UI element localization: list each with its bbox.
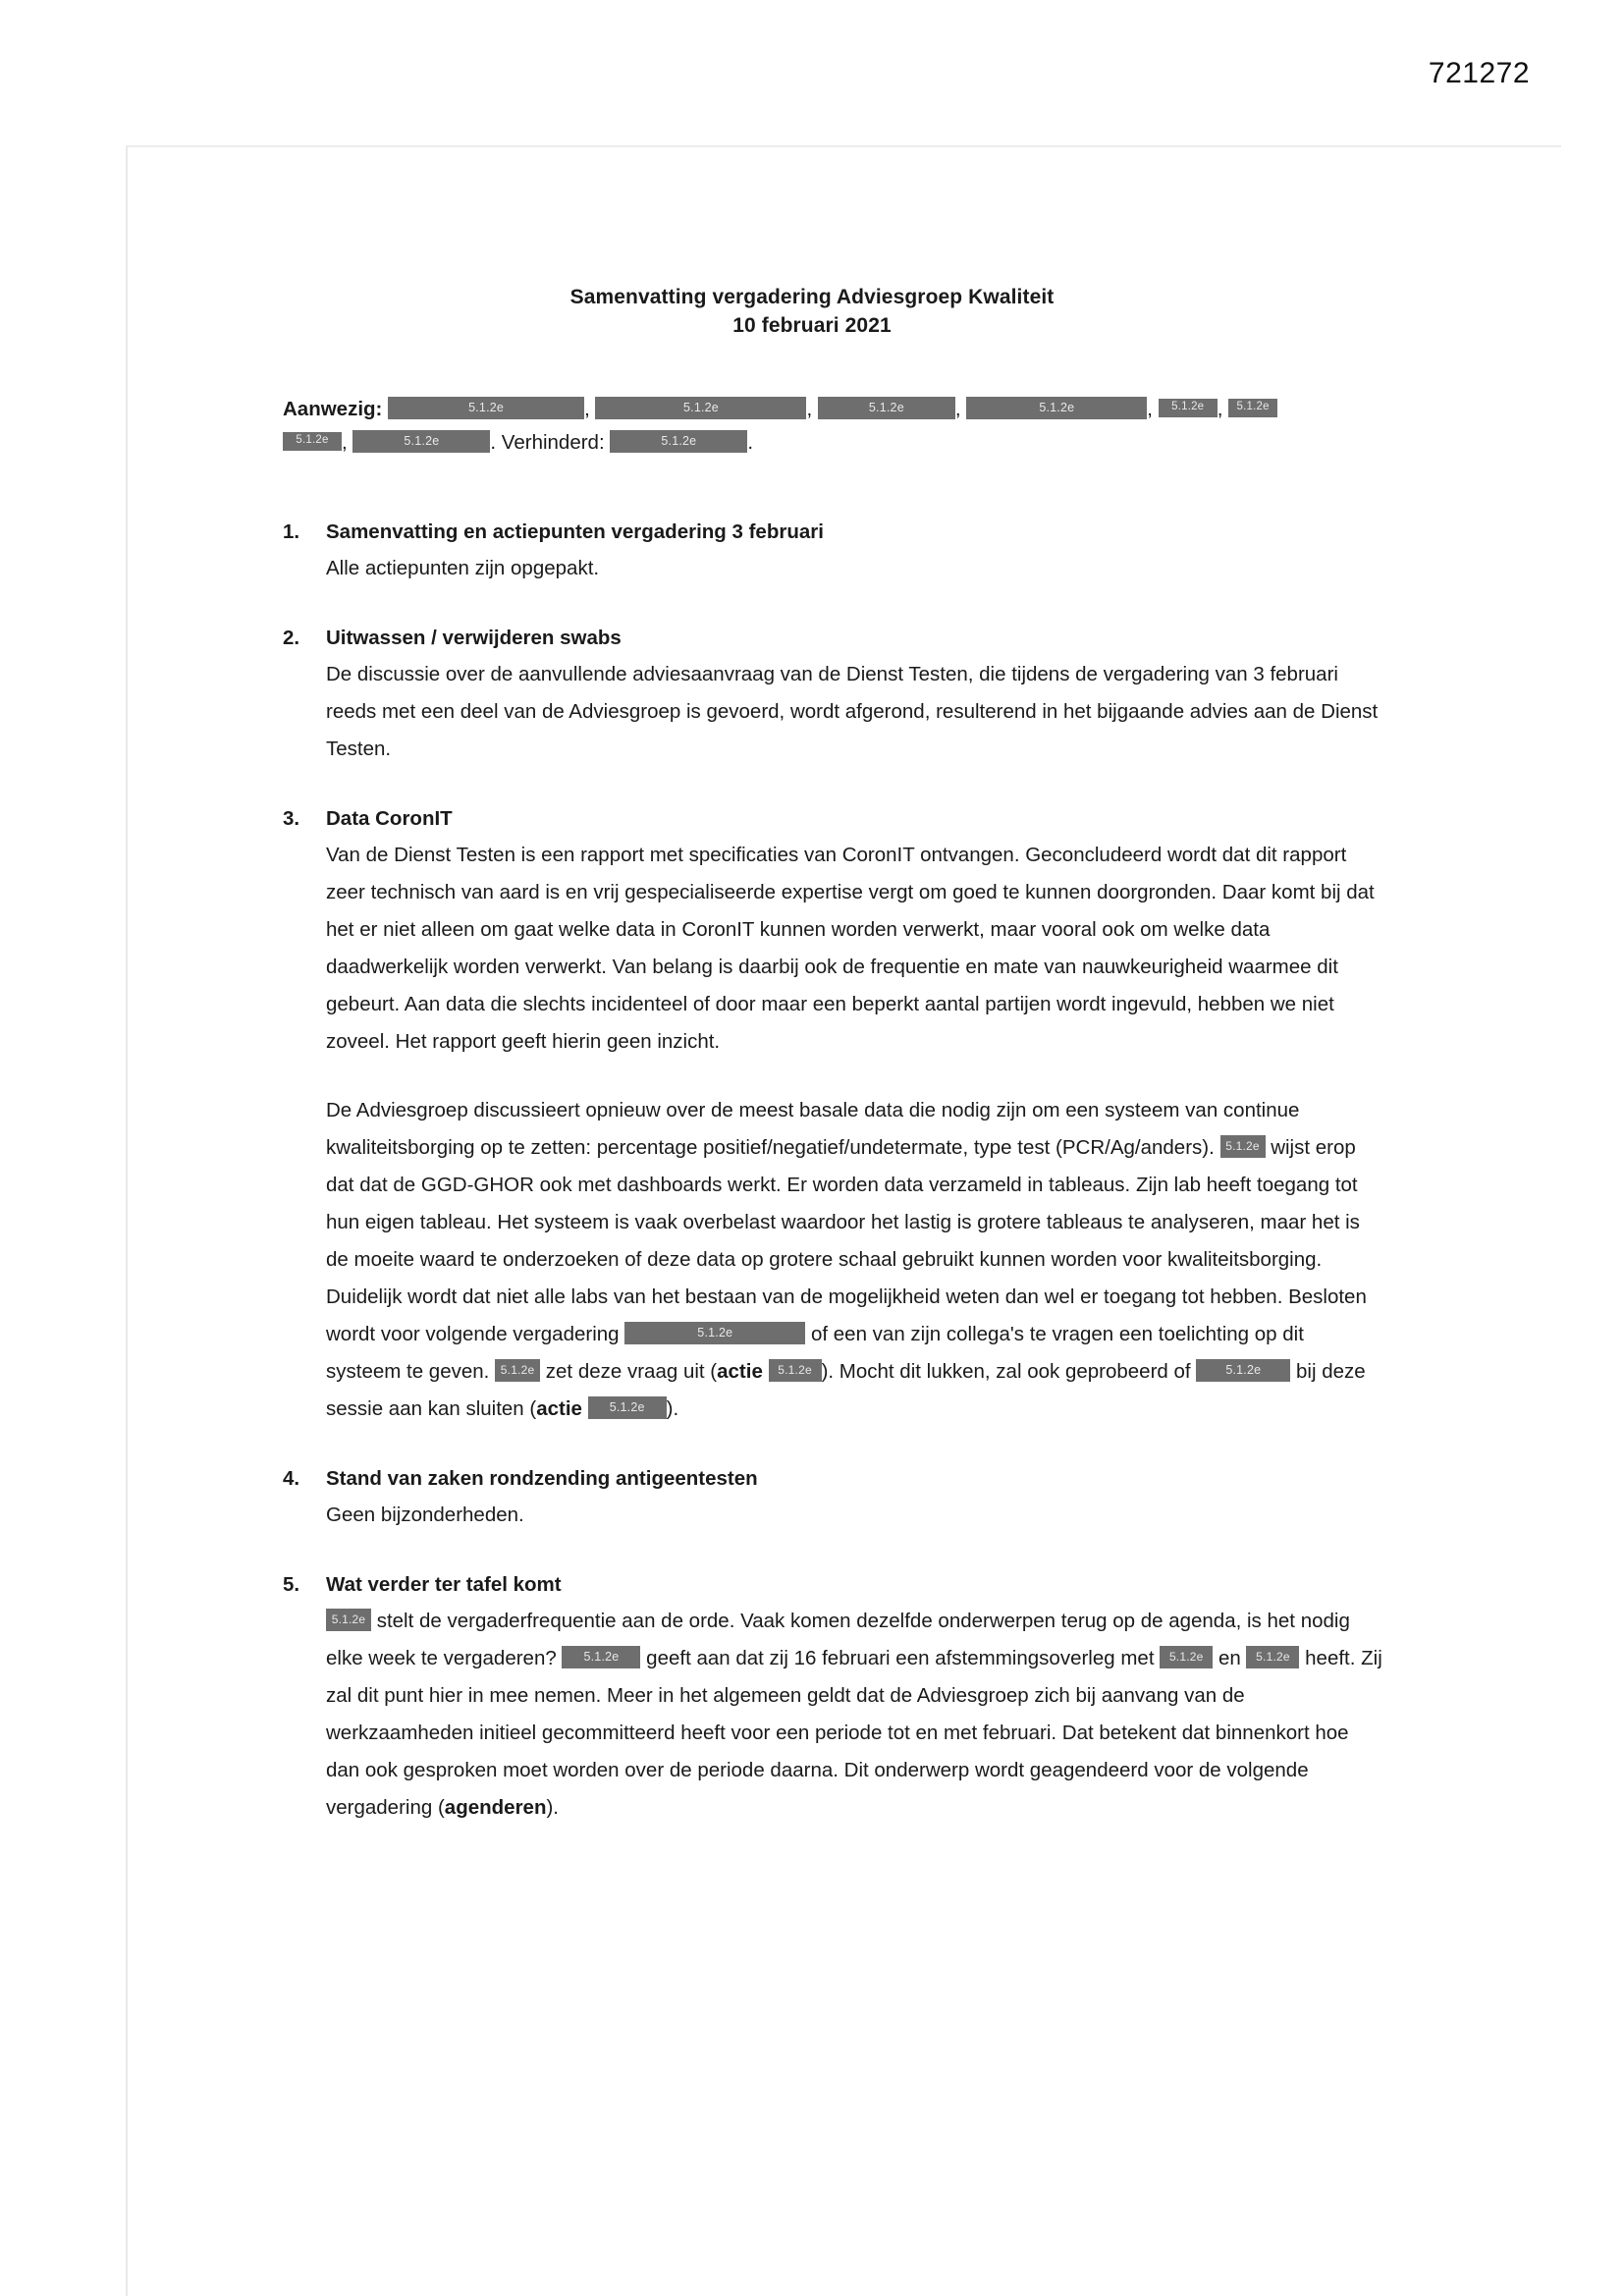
- section-number: 4.: [283, 1467, 300, 1490]
- attendance-absent-label: . Verhinderd:: [490, 431, 605, 454]
- para-text: ). Mocht dit lukken, zal ook geprobeerd of: [821, 1360, 1191, 1383]
- title-line-1: Samenvatting vergadering Adviesgroep Kwaliteit: [569, 286, 1055, 308]
- para-text: bij deze sessie aan kan sluiten (: [326, 1360, 1366, 1420]
- redaction-chip: 5.1.2e: [1220, 1135, 1266, 1158]
- para-text: ).: [546, 1796, 559, 1819]
- separator-comma: ,: [1147, 398, 1153, 420]
- redaction-chip: 5.1.2e: [818, 397, 955, 420]
- redaction-chip: 5.1.2e: [352, 430, 490, 454]
- redaction-chip: 5.1.2e: [966, 397, 1147, 420]
- redaction-chip: 5.1.2e: [624, 1322, 805, 1345]
- section-body: De discussie over de aanvullende adviesaanvraag van de Dienst Testen, die tijdens de vergadering van 3 februari reeds met een deel van de Adviesgroep is gevoerd, wordt afgerond, resulterend in het bijgaande advies aan de Dienst Testen.: [326, 663, 1379, 760]
- section-number: 1.: [283, 520, 300, 543]
- section-2: [283, 621, 1382, 768]
- redaction-chip: 5.1.2e: [1246, 1646, 1299, 1668]
- section-heading: Samenvatting en actiepunten vergadering 3 februari: [326, 520, 824, 543]
- section-number: 5.: [283, 1573, 300, 1596]
- scan-edge-top: [126, 145, 1561, 147]
- para-text: wijst erop dat dat de GGD-GHOR ook met dashboards werkt. Er worden data verzameld in tableaus. Zijn lab heeft toegang tot hun eigen tableau. Het systeem is vaak overbelast waardoor het lastig is grotere tableaus te analyseren, maar het is de moeite waard te onderzoeken of deze data op grotere schaal gebruikt kunnen worden voor kwaliteitsborging. Duidelijk wordt dat niet alle labs van het bestaan van de mogelijkheid weten dan wel er toegang tot hebben. Besloten wordt voor volgende vergadering: [326, 1136, 1367, 1345]
- redaction-chip: 5.1.2e: [388, 397, 584, 420]
- redaction-chip: 5.1.2e: [326, 1609, 371, 1631]
- actie-label: actie: [536, 1397, 582, 1420]
- section-3: [283, 801, 1382, 1428]
- section-5: [283, 1567, 1382, 1827]
- redaction-chip: 5.1.2e: [588, 1396, 667, 1420]
- section-heading: Wat verder ter tafel komt: [326, 1573, 562, 1596]
- attendance-present-label: Aanwezig:: [283, 398, 383, 420]
- para-text: heeft. Zij zal dit punt hier in mee nemen. Meer in het algemeen geldt dat de Adviesgroep zich bij aanvang van de werkzaamheden initieel gecommitteerd heeft voor een periode tot en met februari. Dat betekent dat binnenkort hoe dan ook gesproken moet worden over de periode daarna. Dit onderwerp wordt geagendeerd voor de volgende vergadering (: [326, 1647, 1382, 1819]
- actie-label: actie: [717, 1360, 763, 1383]
- redaction-chip: 5.1.2e: [1228, 399, 1277, 417]
- page-number: 721272: [1428, 57, 1530, 89]
- section-heading: Uitwassen / verwijderen swabs: [326, 627, 622, 649]
- document-title: [0, 283, 1624, 340]
- section-body: Alle actiepunten zijn opgepakt.: [326, 557, 600, 579]
- section-paragraph-1: [326, 1603, 1382, 1827]
- para-text: zet deze vraag uit (: [545, 1360, 718, 1383]
- para-text: en: [1218, 1647, 1241, 1669]
- document-content: [283, 393, 1382, 1827]
- redaction-chip: 5.1.2e: [1196, 1359, 1290, 1383]
- section-paragraph-2: [326, 1092, 1382, 1428]
- separator-comma: ,: [584, 398, 590, 420]
- separator-period: .: [747, 431, 754, 454]
- separator-comma: ,: [954, 398, 961, 420]
- para-text: of een van zijn collega's te vragen een toelichting op dit systeem te geven.: [326, 1323, 1304, 1383]
- para-text: ).: [666, 1397, 679, 1420]
- redaction-chip: 5.1.2e: [1159, 399, 1218, 417]
- section-number: 2.: [283, 627, 300, 649]
- para-text: geeft aan dat zij 16 februari een afstemmingsoverleg met: [646, 1647, 1155, 1669]
- title-line-2: 10 februari 2021: [732, 314, 892, 337]
- para-text: De Adviesgroep discussieert opnieuw over de meest basale data die nodig zijn om een systeem van continue kwaliteitsborging op te zetten: percentage positief/negatief/undetermate, type test (PCR/Ag/anders).: [326, 1099, 1300, 1159]
- redaction-chip: 5.1.2e: [595, 397, 806, 420]
- redaction-chip: 5.1.2e: [283, 432, 342, 451]
- redaction-chip: 5.1.2e: [769, 1359, 822, 1382]
- section-number: 3.: [283, 807, 300, 830]
- redaction-chip: 5.1.2e: [562, 1646, 640, 1669]
- section-body: Geen bijzonderheden.: [326, 1503, 524, 1526]
- para-text: stelt de vergaderfrequentie aan de orde. Vaak komen dezelfde onderwerpen terug op de agenda, is het nodig elke week te vergaderen?: [326, 1610, 1350, 1669]
- attendance-line: [283, 393, 1382, 460]
- separator-comma: ,: [1217, 398, 1223, 420]
- section-1: [283, 515, 1382, 587]
- redaction-chip: 5.1.2e: [1160, 1646, 1213, 1668]
- scan-edge-left: [126, 145, 128, 2296]
- section-paragraph-1: Van de Dienst Testen is een rapport met specificaties van CoronIT ontvangen. Geconcludeerd wordt dat dit rapport zeer technisch van aard is en vrij gespecialiseerde expertise vergt om goed te kunnen doorgronden. Daar komt bij dat het er niet alleen om gaat welke data in CoronIT kunnen worden verwerkt, maar vooral ook om welke data daadwerkelijk worden verwerkt. Van belang is daarbij ook de frequentie en mate van nauwkeurigheid waarmee dit gebeurt. Aan data die slechts incidenteel of door maar een beperkt aantal partijen wordt ingevuld, hebben we niet zoveel. Het rapport geeft hierin geen inzicht.: [326, 844, 1375, 1053]
- section-4: [283, 1461, 1382, 1534]
- redaction-chip: 5.1.2e: [610, 430, 747, 454]
- separator-comma: ,: [342, 431, 348, 454]
- section-heading: Data CoronIT: [326, 807, 453, 830]
- separator-comma: ,: [806, 398, 813, 420]
- agenderen-label: agenderen: [444, 1796, 547, 1819]
- redaction-chip: 5.1.2e: [495, 1359, 540, 1382]
- section-heading: Stand van zaken rondzending antigeentesten: [326, 1467, 758, 1490]
